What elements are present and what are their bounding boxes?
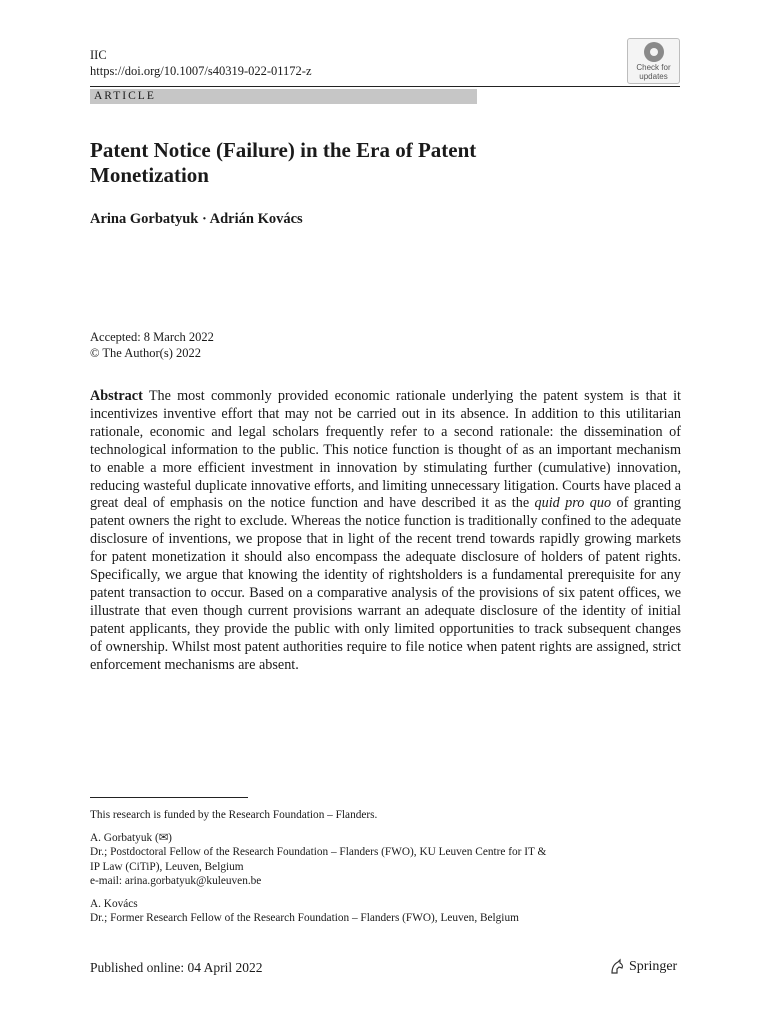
check-for-updates-badge[interactable] (627, 38, 680, 84)
header-rule (90, 86, 680, 87)
author1-email[interactable]: e-mail: arina.gorbatyuk@kuleuven.be (90, 874, 262, 887)
publisher-logo (608, 958, 677, 976)
article-title: Patent Notice (Failure) in the Era of Patent Monetization (90, 138, 477, 187)
springer-horse-icon (608, 958, 626, 976)
abstract-italic-term: quid pro quo (534, 495, 612, 512)
journal-header (90, 48, 312, 79)
copyright-line: © The Author(s) 2022 (90, 345, 201, 360)
crossmark-line2: updates (639, 72, 668, 81)
crossmark-line1: Check for (636, 63, 671, 72)
crossmark-icon (644, 42, 664, 62)
abstract-text-part2: of granting patent owners the right to exclude. Whereas the notice function is traditionally confined to the adequate disclosure of inventions, we propose that in light of the recent trend towards rapidly growing markets for patent monetization it should also encompass the adequate disclosure of holders of patent rights. Specifically, we argue that knowing the identity of rightsholders is a fundamental prerequisite for any patent transaction to occur. Based on a comparative analysis of the provisions of six patent offices, we illustrate that even though current provisions warrant an adequate disclosure of the identity of initial patent applicants, they provide the public with only limited opportunities to track subsequent changes of ownership. Whilst most patent authorities require to file notice when patent rights are assigned, strict enforcement mechanisms are absent. (90, 495, 682, 673)
abstract-heading: Abstract (90, 388, 143, 404)
footnotes (90, 808, 690, 925)
footnote-rule (90, 797, 248, 798)
published-date: Published online: 04 April 2022 (90, 960, 263, 975)
journal-name: IIC (90, 48, 107, 62)
abstract-text-part1: The most commonly provided economic rationale underlying the patent system is that it incentivizes inventive effort that may not be carried out in its absence. In addition to this utilitarian rationale, economic and legal scholars frequently refer to a second rationale: the dissemination of technological information to the public. This notice function is thought of as an important mechanism to enable a more efficient investment in innovation by stimulating further (cumulative) innovation, reducing wasteful duplicate innovative efforts, and limiting unnecessary litigation. Courts have placed a great deal of emphasis on the notice function and have described it as the (90, 388, 681, 512)
section-label: ARTICLE (90, 89, 477, 104)
abstract (90, 388, 681, 675)
author1-affiliation-line2: IP Law (CiTiP), Leuven, Belgium (90, 860, 244, 873)
author1-affiliation-line1: Dr.; Postdoctoral Fellow of the Research Foundation – Flanders (FWO), KU Leuven Centre for IT & (90, 846, 547, 859)
author2-affiliation (90, 897, 690, 925)
author-list: Arina Gorbatyuk · Adrián Kovács (90, 211, 303, 227)
publisher-name: Springer (629, 959, 678, 974)
author2-affiliation-line: Dr.; Former Research Fellow of the Research Foundation – Flanders (FWO), Leuven, Belgium (90, 912, 519, 925)
funding-note: This research is funded by the Research Foundation – Flanders. (90, 809, 378, 821)
doi-link[interactable]: https://doi.org/10.1007/s40319-022-01172-z (90, 63, 312, 78)
author2-name: A. Kovács (90, 898, 138, 911)
author1-affiliation (90, 831, 690, 888)
accepted-date: Accepted: 8 March 2022 (90, 330, 214, 344)
author1-name: A. Gorbatyuk (✉) (90, 832, 172, 845)
article-dates (90, 330, 214, 361)
